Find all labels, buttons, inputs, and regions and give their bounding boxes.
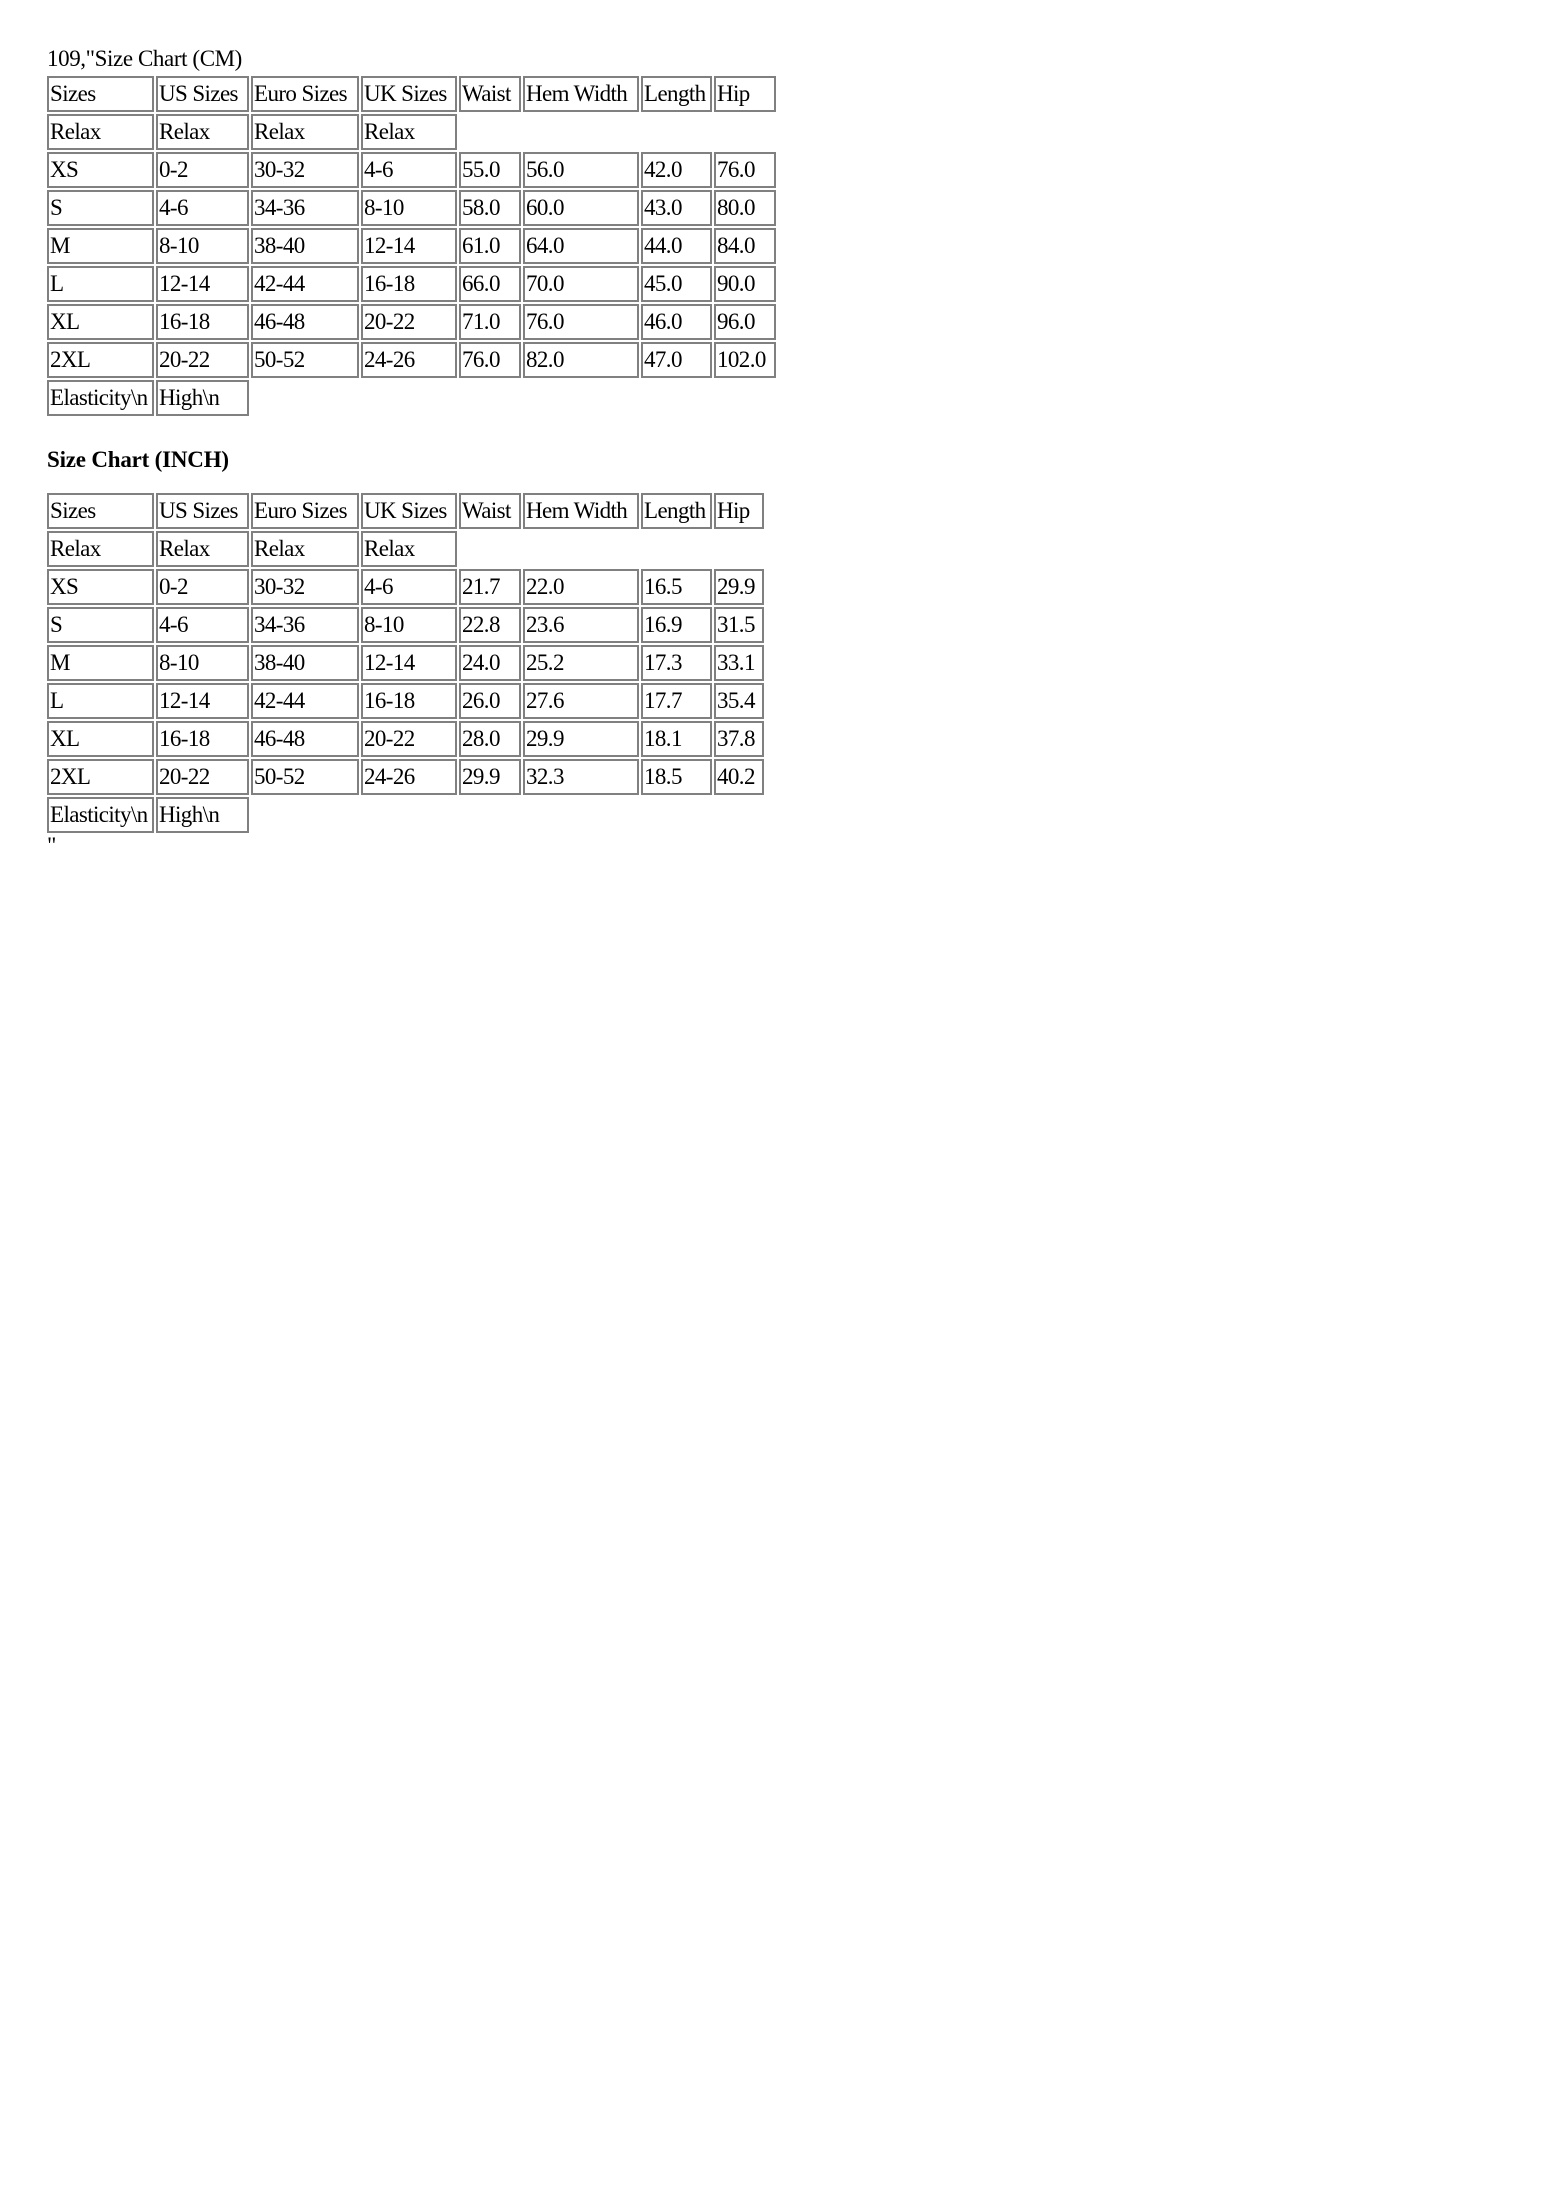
table-row (47, 152, 776, 188)
table-cell: 40.2 (714, 759, 764, 795)
table-cell: 76.0 (459, 342, 521, 378)
header-cell: Length (641, 493, 712, 529)
table-cell: 17.3 (641, 645, 712, 681)
table-cell: 4-6 (156, 607, 249, 643)
table-cell: 102.0 (714, 342, 776, 378)
table-cell: 26.0 (459, 683, 521, 719)
table-cell: 8-10 (361, 190, 457, 226)
elasticity-row (47, 380, 776, 416)
table-cell: 4-6 (361, 152, 457, 188)
table-cell: 2XL (47, 759, 154, 795)
elasticity-label-cell: Elasticity\n (47, 797, 154, 833)
table-cell: S (47, 607, 154, 643)
fit-cell: Relax (47, 531, 154, 567)
document-page (47, 44, 778, 858)
table-cell: 31.5 (714, 607, 764, 643)
table-cell: 34-36 (251, 190, 359, 226)
header-cell: Hem Width (523, 493, 639, 529)
table-cell: 12-14 (156, 683, 249, 719)
table-cell: 12-14 (156, 266, 249, 302)
header-cell: UK Sizes (361, 493, 457, 529)
table-cell: 61.0 (459, 228, 521, 264)
table-cell: XL (47, 304, 154, 340)
table-cell: XL (47, 721, 154, 757)
table-cell: 2XL (47, 342, 154, 378)
table-cell: L (47, 266, 154, 302)
table-row (47, 190, 776, 226)
table-cell: 42.0 (641, 152, 712, 188)
header-cell: Hip (714, 76, 776, 112)
table-row (47, 569, 764, 605)
table-cell: 32.3 (523, 759, 639, 795)
table-cell: 24-26 (361, 342, 457, 378)
size-chart-cm-table (45, 74, 778, 418)
table-cell: 60.0 (523, 190, 639, 226)
table-cell: 22.8 (459, 607, 521, 643)
fit-cell: Relax (251, 531, 359, 567)
table-cell: 70.0 (523, 266, 639, 302)
table-cell: 23.6 (523, 607, 639, 643)
table-cell: 8-10 (156, 228, 249, 264)
header-cell: UK Sizes (361, 76, 457, 112)
table-cell: 25.2 (523, 645, 639, 681)
table-cell: 4-6 (361, 569, 457, 605)
table-cell: 45.0 (641, 266, 712, 302)
document-first-line: 109,"Size Chart (CM) (47, 46, 242, 71)
table-cell: 56.0 (523, 152, 639, 188)
header-cell: Hip (714, 493, 764, 529)
header-cell: US Sizes (156, 76, 249, 112)
table-cell: 42-44 (251, 683, 359, 719)
elasticity-value-cell: High\n (156, 797, 249, 833)
header-cell: Hem Width (523, 76, 639, 112)
table-cell: 44.0 (641, 228, 712, 264)
header-cell: Euro Sizes (251, 493, 359, 529)
table-cell: 46-48 (251, 721, 359, 757)
table-cell: 38-40 (251, 645, 359, 681)
table-cell: 96.0 (714, 304, 776, 340)
table-cell: 38-40 (251, 228, 359, 264)
table-cell: 16-18 (156, 721, 249, 757)
table-row (47, 683, 764, 719)
elasticity-value-cell: High\n (156, 380, 249, 416)
table-cell: 84.0 (714, 228, 776, 264)
elasticity-row (47, 797, 764, 833)
table-cell: 20-22 (361, 304, 457, 340)
table-cell: 16-18 (156, 304, 249, 340)
table-row (47, 645, 764, 681)
table-cell: M (47, 228, 154, 264)
table-cell: 24-26 (361, 759, 457, 795)
table-cell: 50-52 (251, 759, 359, 795)
header-cell: Sizes (47, 493, 154, 529)
table-row (47, 607, 764, 643)
table-cell: 71.0 (459, 304, 521, 340)
table-cell: 82.0 (523, 342, 639, 378)
fit-cell: Relax (361, 531, 457, 567)
table-cell: 34-36 (251, 607, 359, 643)
table-cell: 12-14 (361, 228, 457, 264)
table-cell: 33.1 (714, 645, 764, 681)
table-row (47, 304, 776, 340)
table-cell: 8-10 (361, 607, 457, 643)
table-cell: L (47, 683, 154, 719)
inch-section-heading: Size Chart (INCH) (47, 447, 229, 472)
table-row (47, 759, 764, 795)
table-cell: 66.0 (459, 266, 521, 302)
table-cell: 16-18 (361, 683, 457, 719)
table-cell: 37.8 (714, 721, 764, 757)
table-cell: 4-6 (156, 190, 249, 226)
table-row (47, 342, 776, 378)
fit-cell: Relax (251, 114, 359, 150)
table-cell: 42-44 (251, 266, 359, 302)
table-header-row (47, 76, 776, 112)
table-row (47, 228, 776, 264)
table-cell: 16.5 (641, 569, 712, 605)
table-cell: 30-32 (251, 152, 359, 188)
fit-row (47, 531, 764, 567)
closing-quote: " (47, 833, 57, 858)
fit-cell: Relax (361, 114, 457, 150)
table-cell: 0-2 (156, 569, 249, 605)
fit-cell: Relax (47, 114, 154, 150)
table-cell: 16.9 (641, 607, 712, 643)
table-cell: 29.9 (714, 569, 764, 605)
table-cell: XS (47, 569, 154, 605)
table-cell: 30-32 (251, 569, 359, 605)
table-cell: XS (47, 152, 154, 188)
table-cell: 76.0 (523, 304, 639, 340)
header-cell: Sizes (47, 76, 154, 112)
table-cell: 28.0 (459, 721, 521, 757)
table-cell: 47.0 (641, 342, 712, 378)
elasticity-label-cell: Elasticity\n (47, 380, 154, 416)
table-cell: 64.0 (523, 228, 639, 264)
table-cell: 55.0 (459, 152, 521, 188)
header-cell: Waist (459, 493, 521, 529)
header-cell: Length (641, 76, 712, 112)
table-cell: 58.0 (459, 190, 521, 226)
size-chart-inch-table (45, 491, 766, 835)
table-cell: 80.0 (714, 190, 776, 226)
table-cell: 17.7 (641, 683, 712, 719)
table-cell: 46-48 (251, 304, 359, 340)
table-cell: 18.5 (641, 759, 712, 795)
table-cell: 27.6 (523, 683, 639, 719)
table-row (47, 721, 764, 757)
table-cell: S (47, 190, 154, 226)
table-cell: 8-10 (156, 645, 249, 681)
header-cell: Euro Sizes (251, 76, 359, 112)
table-cell: 90.0 (714, 266, 776, 302)
header-cell: Waist (459, 76, 521, 112)
table-cell: 12-14 (361, 645, 457, 681)
table-cell: 22.0 (523, 569, 639, 605)
table-cell: 20-22 (361, 721, 457, 757)
table-cell: 29.9 (523, 721, 639, 757)
table-header-row (47, 493, 764, 529)
table-cell: 18.1 (641, 721, 712, 757)
table-cell: 29.9 (459, 759, 521, 795)
fit-row (47, 114, 776, 150)
table-row (47, 266, 776, 302)
table-cell: 43.0 (641, 190, 712, 226)
table-cell: 21.7 (459, 569, 521, 605)
table-cell: 76.0 (714, 152, 776, 188)
table-cell: 16-18 (361, 266, 457, 302)
fit-cell: Relax (156, 531, 249, 567)
fit-cell: Relax (156, 114, 249, 150)
table-cell: 20-22 (156, 342, 249, 378)
table-cell: 50-52 (251, 342, 359, 378)
table-cell: M (47, 645, 154, 681)
table-cell: 46.0 (641, 304, 712, 340)
table-cell: 0-2 (156, 152, 249, 188)
table-cell: 24.0 (459, 645, 521, 681)
table-cell: 20-22 (156, 759, 249, 795)
header-cell: US Sizes (156, 493, 249, 529)
table-cell: 35.4 (714, 683, 764, 719)
